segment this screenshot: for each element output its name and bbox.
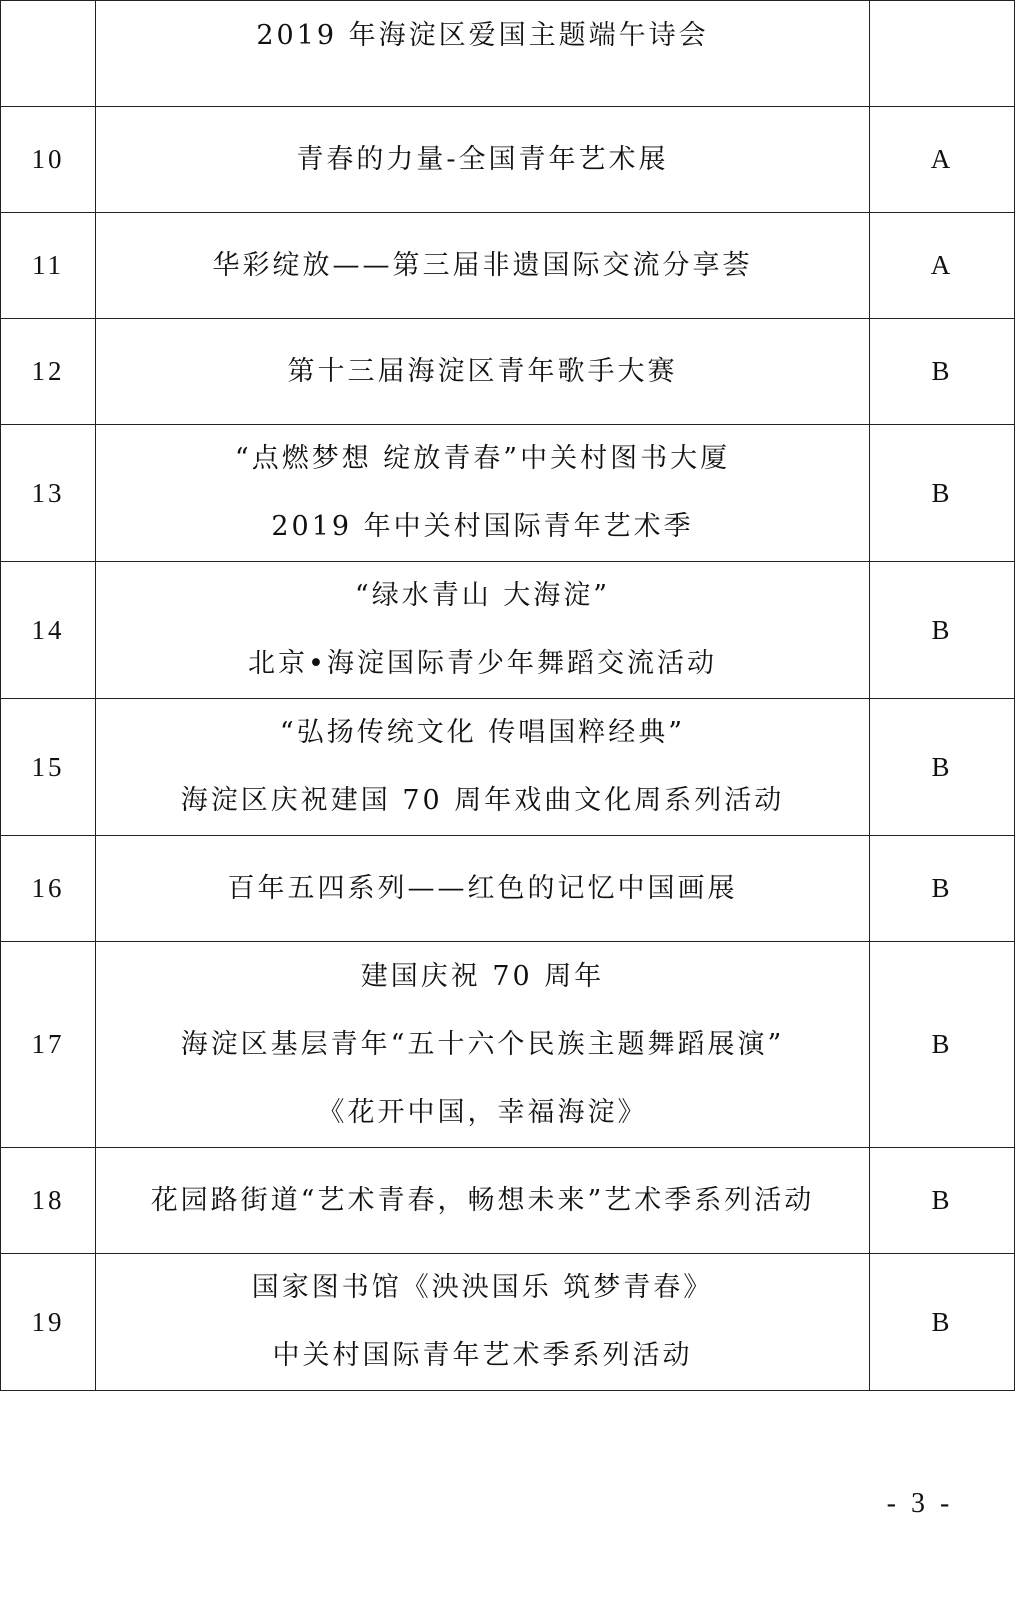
table-row (1, 1254, 1015, 1391)
row-number: 12 (1, 319, 96, 425)
row-number: 14 (1, 562, 96, 699)
activity-title (96, 1148, 870, 1254)
activity-grade: A (870, 107, 1015, 213)
activity-grade: B (870, 425, 1015, 562)
activity-title (96, 1254, 870, 1391)
activity-grade: B (870, 836, 1015, 942)
row-number: 16 (1, 836, 96, 942)
activity-grade: B (870, 942, 1015, 1148)
activity-title (96, 213, 870, 319)
activity-title (96, 425, 870, 562)
table-row (1, 425, 1015, 562)
row-number: 19 (1, 1254, 96, 1391)
activity-title-line: 华彩绽放——第三届非遗国际交流分享荟 (212, 249, 753, 281)
activity-title (96, 562, 870, 699)
table-row (1, 562, 1015, 699)
activity-title-line: “弘扬传统文化 传唱国粹经典” (279, 717, 686, 748)
activity-title-line: 中关村国际青年艺术季系列活动 (272, 1340, 693, 1371)
activity-title-line: 《花开中国，幸福海淀》 (317, 1096, 648, 1128)
table-row (1, 836, 1015, 942)
row-number (1, 1, 96, 107)
activity-title (96, 319, 870, 425)
activity-title-line: 2019 年中关村国际青年艺术季 (271, 511, 694, 542)
activity-title-line: 百年五四系列——红色的记忆中国画展 (227, 872, 738, 904)
activity-title-line: 国家图书馆《泱泱国乐 筑梦青春》 (251, 1272, 714, 1303)
activity-grade: B (870, 1254, 1015, 1391)
activity-grade: A (870, 213, 1015, 319)
table-row (1, 107, 1015, 213)
row-number: 11 (1, 213, 96, 319)
row-number: 17 (1, 942, 96, 1148)
activity-grade: B (870, 699, 1015, 836)
activity-title-line: 青春的力量-全国青年艺术展 (296, 143, 669, 175)
activity-title-line: 建国庆祝 70 周年 (360, 960, 605, 992)
activity-grade (870, 1, 1015, 107)
row-number: 13 (1, 425, 96, 562)
activity-grade: B (870, 1148, 1015, 1254)
table-row (1, 1, 1015, 107)
table-row (1, 1148, 1015, 1254)
activity-title (96, 1, 870, 107)
activity-grade: B (870, 562, 1015, 699)
activity-grade: B (870, 319, 1015, 425)
row-number: 10 (1, 107, 96, 213)
table-row (1, 213, 1015, 319)
activity-title-line: 海淀区庆祝建国 70 周年戏曲文化周系列活动 (180, 785, 785, 816)
page-number: - 3 - (886, 1488, 954, 1519)
activity-title-line: 花园路街道“艺术青春，畅想未来”艺术季系列活动 (150, 1184, 815, 1216)
activity-title-line: 第十三届海淀区青年歌手大赛 (287, 355, 678, 387)
table-row (1, 699, 1015, 836)
activity-title (96, 699, 870, 836)
row-number: 15 (1, 699, 96, 836)
table-row (1, 942, 1015, 1148)
activity-title (96, 836, 870, 942)
activity-title (96, 107, 870, 213)
activity-title-line: “绿水青山 大海淀” (354, 580, 611, 611)
table-row (1, 319, 1015, 425)
row-number: 18 (1, 1148, 96, 1254)
activity-title-line: 2019 年海淀区爱国主题端午诗会 (256, 20, 709, 51)
activity-title-line: 海淀区基层青年“五十六个民族主题舞蹈展演” (180, 1028, 785, 1060)
activity-title-line: 北京•海淀国际青少年舞蹈交流活动 (248, 648, 717, 679)
activity-title (96, 942, 870, 1148)
activity-title-line: “点燃梦想 绽放青春”中关村图书大厦 (234, 443, 731, 474)
